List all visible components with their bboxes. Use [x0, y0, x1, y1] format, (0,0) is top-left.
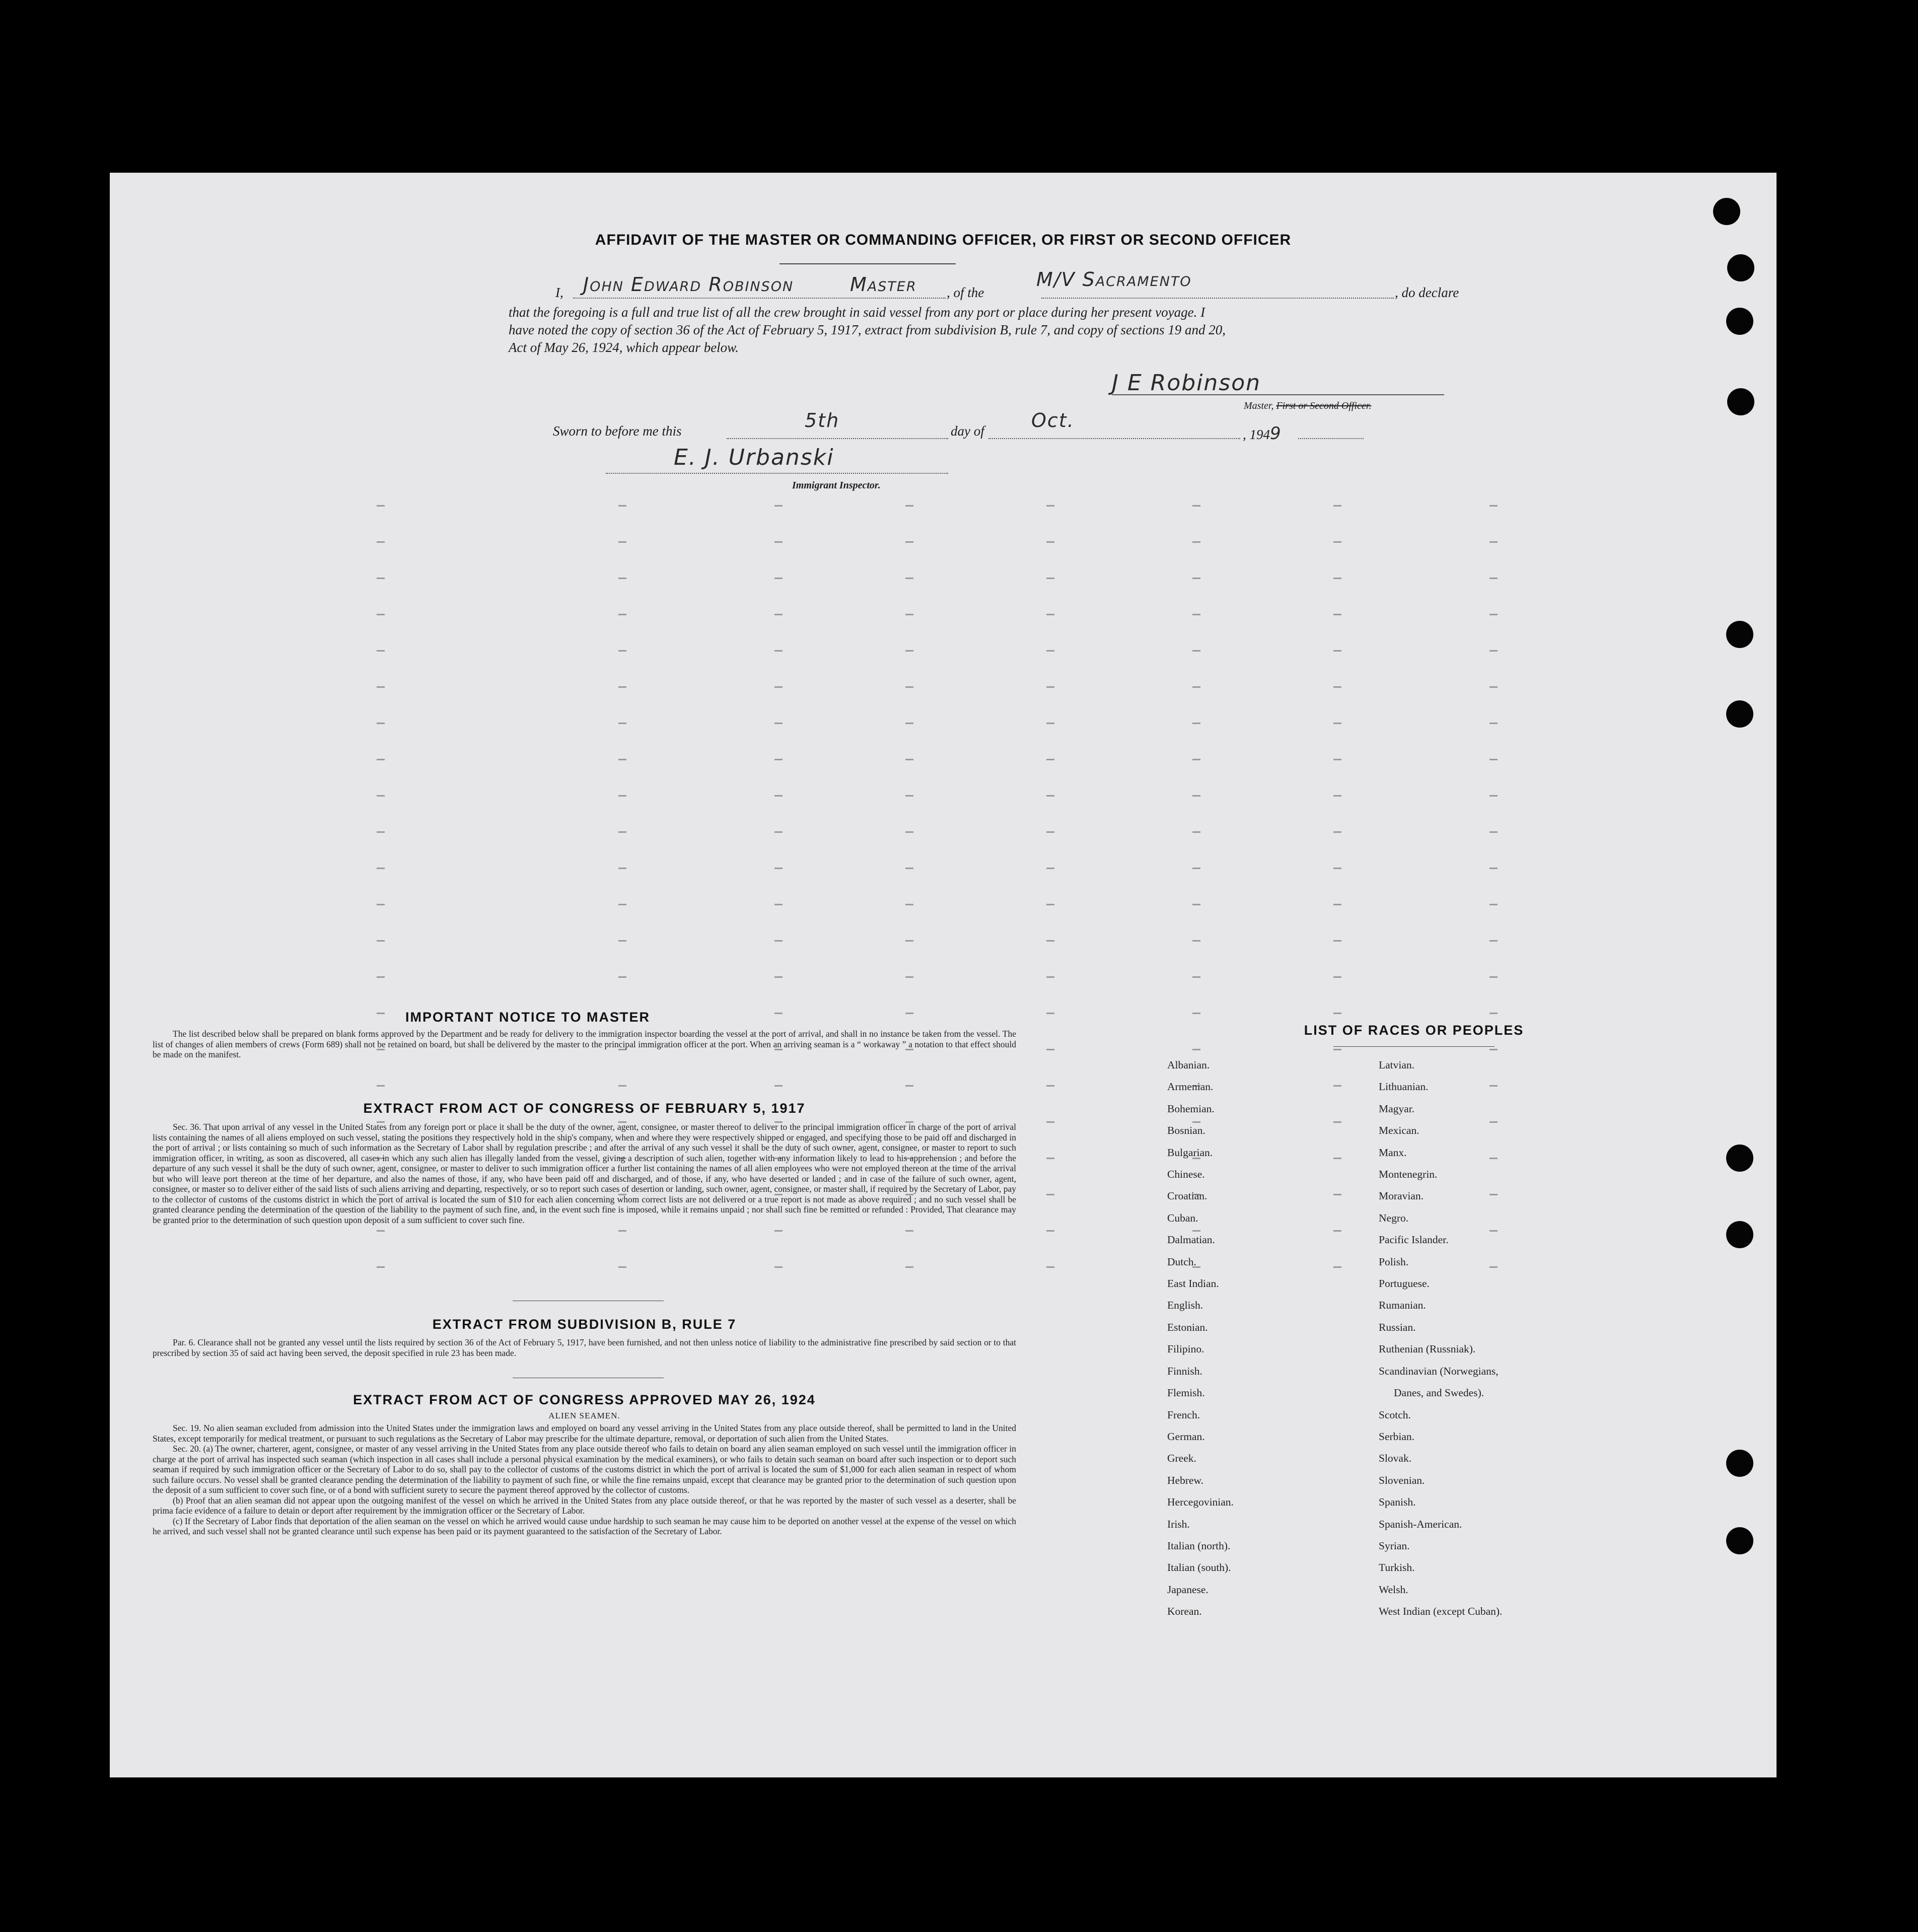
dash-mark [1489, 1049, 1498, 1050]
dash-mark [618, 795, 626, 797]
statement-line-2: have noted the copy of section 36 of the Act of February 5, 1917, extract from subdivision B, rule 7, and copy of sections 19 and 20, [509, 322, 1226, 337]
sworn-year [1243, 423, 1282, 444]
dash-mark [1192, 578, 1200, 579]
dash-mark [774, 650, 783, 652]
dash-mark [774, 686, 783, 688]
dash-mark [1192, 759, 1200, 760]
dash-mark [1192, 723, 1200, 724]
race-item: Flemish. [1167, 1387, 1205, 1399]
dash-mark [618, 578, 626, 579]
race-item: Mexican. [1379, 1124, 1419, 1137]
dash-mark [1046, 1013, 1054, 1014]
dash-mark [1046, 868, 1054, 869]
race-item: Albanian. [1167, 1059, 1210, 1071]
extract-1924-sec20b: (b) Proof that an alien seaman did not appear upon the outgoing manifest of the vessel on which he arrived in the United States from any place outside thereof, or that he was reported by the master of such vessel as a deserter, shall be prima facie evidence of a failure to detain or deport after requirement by the immigration officer or the Secretary of Labor. [153, 1495, 1016, 1516]
race-item: Syrian. [1379, 1539, 1410, 1552]
dash-mark [774, 759, 783, 760]
dash-mark [1489, 614, 1498, 615]
dash-mark [905, 976, 913, 978]
dash-mark [1489, 650, 1498, 652]
race-item: Magyar. [1379, 1102, 1415, 1115]
race-item: Japanese. [1167, 1583, 1209, 1596]
declarant-prefix: I, [555, 285, 563, 300]
dash-mark [377, 759, 385, 760]
dash-mark [1046, 505, 1054, 507]
race-item: Danes, and Swedes). [1394, 1387, 1484, 1399]
dash-mark [905, 831, 913, 833]
race-item: Irish. [1167, 1518, 1190, 1530]
extract-1924-subheading: ALIEN SEAMEN. [548, 1411, 620, 1420]
punch-hole [1726, 1144, 1753, 1172]
dash-mark [1046, 1049, 1054, 1050]
extract-rule7-paragraph: Par. 6. Clearance shall not be granted any vessel until the lists required by section 36 of the Act of February 5, 1917, have been furnished, and not then unless notice of liability to the administrative fine prescribed by said section or to that prescribed by section 35 of said act having been served, the deposit specified in rule 23 has been made. [153, 1337, 1016, 1358]
dash-mark [618, 904, 626, 905]
race-item: Chinese. [1167, 1168, 1205, 1181]
dash-mark [1046, 904, 1054, 905]
dash-mark [377, 1085, 385, 1087]
dash-mark [1333, 1158, 1341, 1159]
dash-mark [377, 795, 385, 797]
vessel-line [1041, 298, 1394, 299]
dash-mark [905, 1013, 913, 1014]
dash-mark [774, 541, 783, 543]
dash-mark [377, 1266, 385, 1268]
dash-mark [1333, 940, 1341, 942]
race-item: Scotch. [1379, 1408, 1411, 1421]
name-line [573, 298, 946, 299]
dash-mark [1046, 1266, 1054, 1268]
signature-caption-struck: First or Second Officer. [1276, 400, 1372, 411]
sworn-day-line [727, 438, 948, 439]
dash-mark [774, 1266, 783, 1268]
race-item: Montenegrin. [1379, 1168, 1438, 1181]
race-item: Finnish. [1167, 1365, 1202, 1377]
dash-mark [618, 1230, 626, 1232]
extract-rule7-heading: EXTRACT FROM SUBDIVISION B, RULE 7 [432, 1317, 737, 1332]
dash-mark [1489, 1013, 1498, 1014]
signature-caption-master: Master, [1244, 400, 1274, 411]
affidavit-title: AFFIDAVIT OF THE MASTER OR COMMANDING OFFICER, OR FIRST OR SECOND OFFICER [595, 232, 1292, 248]
race-item: East Indian. [1167, 1277, 1219, 1290]
signature-caption [1244, 400, 1371, 412]
race-item: Serbian. [1379, 1430, 1415, 1443]
dash-mark [774, 614, 783, 615]
dash-mark [1333, 541, 1341, 543]
dash-mark [377, 505, 385, 507]
dash-mark [618, 976, 626, 978]
dash-mark [377, 940, 385, 942]
signature-line [1112, 394, 1444, 395]
extract-1924-sec19: Sec. 19. No alien seaman excluded from admission into the United States under the immigration laws and employed on board any vessel arriving in the United States from any place outside thereof, shall be permitted to land in the United States, except temporarily for medical treatment, or pursuant to such regulations as the Secretary of Labor may prescribe for the ultimate departure, removal, or deportation of such alien from the United States. [153, 1423, 1016, 1444]
dash-mark [1333, 1121, 1341, 1123]
dash-mark [1192, 795, 1200, 797]
dash-mark [774, 868, 783, 869]
races-left-column [1167, 1054, 1234, 1623]
race-item: Ruthenian (Russniak). [1379, 1343, 1476, 1355]
master-rank: Master [850, 273, 917, 296]
dash-mark [1192, 904, 1200, 905]
dash-mark [905, 1230, 913, 1232]
dash-mark [905, 759, 913, 760]
dash-mark [1333, 614, 1341, 615]
dash-mark [905, 541, 913, 543]
dash-mark [618, 541, 626, 543]
dash-mark [1489, 904, 1498, 905]
dash-mark [618, 505, 626, 507]
title-rule [779, 263, 956, 264]
punch-hole [1726, 1221, 1753, 1248]
dash-mark [377, 578, 385, 579]
race-item: Rumanian. [1379, 1299, 1426, 1312]
dash-mark [774, 795, 783, 797]
statement-line-1: that the foregoing is a full and true list of all the crew brought in said vessel from any port or place during her present voyage. I [509, 305, 1205, 320]
inspector-signature: E. J. Urbanski [674, 445, 834, 470]
inspector-line [606, 473, 948, 474]
race-item: Slovak. [1379, 1452, 1412, 1465]
dash-mark [1333, 723, 1341, 724]
dash-mark [618, 759, 626, 760]
dash-mark [1333, 1085, 1341, 1087]
race-item: Portuguese. [1379, 1277, 1430, 1290]
master-name: John Edward Robinson [583, 273, 794, 296]
sworn-month-line [988, 438, 1240, 439]
dash-mark [1192, 505, 1200, 507]
dash-mark [1046, 759, 1054, 760]
dash-mark [377, 976, 385, 978]
dash-mark [1046, 1121, 1054, 1123]
race-item: Hebrew. [1167, 1474, 1204, 1486]
punch-hole [1726, 1450, 1753, 1477]
race-item: Bosnian. [1167, 1124, 1205, 1137]
dash-mark [1333, 759, 1341, 760]
race-item: Manx. [1379, 1146, 1407, 1159]
sworn-year-digit: 9 [1270, 423, 1282, 444]
dash-mark [1046, 614, 1054, 615]
race-item: Spanish-American. [1379, 1518, 1462, 1530]
race-item: Greek. [1167, 1452, 1196, 1465]
dash-mark [618, 723, 626, 724]
dash-mark [774, 578, 783, 579]
dash-mark [1192, 976, 1200, 978]
dash-mark [905, 505, 913, 507]
vessel-name: M/V Sacramento [1036, 268, 1192, 291]
punch-hole [1726, 621, 1753, 648]
dash-mark [1046, 1230, 1054, 1232]
extract-1924-sec20a: Sec. 20. (a) The owner, charterer, agent, consignee, or master of any vessel arriving in the United States from any place outside thereof who fails to detain on board any alien seaman employed on such vessel until the immigration officer in charge at the port of arrival has inspected such seaman (which inspection in all cases shall include a personal physical examination by the medical examiners), or who fails to detain such seaman on board after such inspection or to deport such seaman if required by such immigration officer or the Secretary of Labor to do so, shall pay to the collector of customs of the customs district in which the port of arrival is located the sum of $1,000 for each alien seaman in respect of whom such failure occurs. No vessel shall be granted clearance pending the determination of the liability to payment of such fine, or while the fine remains unpaid, except that clearance may be granted prior to the determination of such question upon the deposit of a sum sufficient to cover such fine, or of a bond with sufficient surety to secure the payment thereof approved by the collector of customs. [153, 1444, 1016, 1495]
dash-mark [774, 831, 783, 833]
do-declare-label: , do declare [1395, 285, 1459, 300]
dash-mark [1192, 868, 1200, 869]
dash-mark [1489, 686, 1498, 688]
race-item: Dutch. [1167, 1255, 1196, 1268]
dash-mark [1192, 650, 1200, 652]
dash-mark [1333, 1049, 1341, 1050]
dash-mark [377, 831, 385, 833]
extract-1924-sec20c: (c) If the Secretary of Labor finds that deportation of the alien seaman on the vessel on which he arrived would cause undue hardship to such seaman he may cause him to be deported on another vessel at the expense of the vessel on which he arrived, and such vessel shall not be granted clearance until such expense has been paid or its payment guaranteed to the satisfaction of the Secretary of Labor. [153, 1516, 1016, 1536]
race-item: Filipino. [1167, 1343, 1204, 1355]
notice-paragraph: The list described below shall be prepared on blank forms approved by the Department and be ready for delivery to the immigration inspector boarding the vessel at the port of arrival, and shall in no instance be taken from the vessel. The list of changes of alien members of crews (Form 689) shall not be retained on board, but shall be delivered by the master to the principal immigration officer at the port. When an arriving seaman is a “ workaway ” a notation to that effect should be made on the manifest. [153, 1029, 1016, 1059]
dash-mark [905, 1085, 913, 1087]
dash-mark [1489, 578, 1498, 579]
dash-mark [905, 686, 913, 688]
dash-mark [905, 904, 913, 905]
races-heading: LIST OF RACES OR PEOPLES [1304, 1023, 1524, 1038]
race-item: Negro. [1379, 1211, 1409, 1224]
race-item: Cuban. [1167, 1211, 1198, 1224]
dash-mark [1333, 868, 1341, 869]
races-rule [1333, 1046, 1495, 1047]
dash-mark [377, 650, 385, 652]
dash-mark [377, 868, 385, 869]
dash-mark [1192, 1049, 1200, 1050]
extract-1924-heading: EXTRACT FROM ACT OF CONGRESS APPROVED MAY 26, 1924 [353, 1392, 816, 1407]
extract-1917-text [153, 1122, 1016, 1225]
master-signature: J E Robinson [1112, 370, 1261, 396]
dash-mark [1046, 940, 1054, 942]
dash-mark [618, 868, 626, 869]
dash-mark [1489, 795, 1498, 797]
sworn-year-line [1298, 438, 1364, 439]
race-item: Italian (north). [1167, 1539, 1231, 1552]
dash-mark [1489, 831, 1498, 833]
dash-mark [1192, 1013, 1200, 1014]
dash-mark [618, 686, 626, 688]
race-item: West Indian (except Cuban). [1379, 1605, 1503, 1618]
dash-mark [774, 904, 783, 905]
dash-mark [618, 1085, 626, 1087]
punch-hole [1726, 1527, 1753, 1554]
day-of-label: day of [951, 423, 984, 439]
dash-mark [618, 1266, 626, 1268]
race-item: Spanish. [1379, 1496, 1416, 1509]
dash-mark [1046, 650, 1054, 652]
punch-hole [1727, 254, 1754, 281]
dash-mark [1046, 541, 1054, 543]
inspector-caption: Immigrant Inspector. [792, 480, 881, 491]
dash-mark [1333, 904, 1341, 905]
race-item: Italian (south). [1167, 1561, 1231, 1574]
dash-mark [905, 614, 913, 615]
race-item: English. [1167, 1299, 1203, 1312]
dash-mark [1046, 976, 1054, 978]
dash-mark [1192, 940, 1200, 942]
dash-mark [377, 686, 385, 688]
dash-mark [905, 650, 913, 652]
dash-mark [1489, 940, 1498, 942]
dash-mark [1333, 1230, 1341, 1232]
race-item: Scandinavian (Norwegians, [1379, 1365, 1499, 1377]
dash-mark [905, 578, 913, 579]
punch-hole [1713, 198, 1740, 225]
dash-mark [1489, 505, 1498, 507]
dash-mark [377, 614, 385, 615]
dash-mark [1333, 505, 1341, 507]
race-item: Slovenian. [1379, 1474, 1425, 1486]
dash-mark [1046, 578, 1054, 579]
race-item: Bulgarian. [1167, 1146, 1213, 1159]
document-page [110, 173, 1777, 1777]
punch-hole [1726, 308, 1753, 335]
dash-mark [377, 1230, 385, 1232]
extract-rule7-text [153, 1337, 1016, 1358]
dash-mark [1192, 686, 1200, 688]
dash-mark [905, 795, 913, 797]
race-item: Bohemian. [1167, 1102, 1215, 1115]
race-item: Lithuanian. [1379, 1081, 1429, 1093]
dash-mark [618, 831, 626, 833]
dash-mark [1489, 759, 1498, 760]
dash-mark [905, 1266, 913, 1268]
race-item: Turkish. [1379, 1561, 1415, 1574]
dash-mark [1046, 1194, 1054, 1195]
race-item: Estonian. [1167, 1321, 1208, 1333]
race-item: Armenian. [1167, 1081, 1214, 1093]
dash-mark [1192, 541, 1200, 543]
dash-mark [1046, 686, 1054, 688]
dash-mark [1333, 1194, 1341, 1195]
race-item: German. [1167, 1430, 1205, 1443]
dash-mark [1046, 1158, 1054, 1159]
dash-mark [774, 723, 783, 724]
sworn-label: Sworn to before me this [553, 423, 682, 439]
race-item: Pacific Islander. [1379, 1234, 1449, 1246]
extract-1924-text [153, 1423, 1016, 1537]
dash-mark [1333, 976, 1341, 978]
dash-mark [1489, 723, 1498, 724]
dash-mark [1333, 1266, 1341, 1268]
dash-mark [905, 868, 913, 869]
race-item: Polish. [1379, 1255, 1409, 1268]
dash-mark [1046, 795, 1054, 797]
dash-mark [1333, 578, 1341, 579]
dash-mark [1333, 650, 1341, 652]
dash-mark [905, 723, 913, 724]
dash-mark [774, 1230, 783, 1232]
dash-mark [1046, 1085, 1054, 1087]
dash-mark [1489, 976, 1498, 978]
extract-1917-paragraph: Sec. 36. That upon arrival of any vessel in the United States from any foreign port or place it shall be the duty of the owner, agent, consignee, or master thereof to deliver to the principal immigration officer in charge of the port of arrival lists containing the names of all aliens employed on such vessel, stating the positions they respectively hold in the ship's company, when and where they were respectively shipped or engaged, and specifying those to be paid off and discharged in the port of arrival ; or lists containing so much of such information as the Secretary of Labor shall by regulation prescribe ; and after the arrival of any such vessel it shall be the duty of such owner, agent, consignee, or master to report to such immigration officer, in writing, as soon as discovered, all cases in which any such alien has illegally landed from the vessel, giving a description of such alien, together with any information likely to lead to his apprehension ; and before the departure of any such vessel it shall be the duty of such owner, agent, consignee, or master to deliver to such immigration officer a further list containing the names of all alien employees who were not employed thereon at the time of the arrival but who will leave port thereon at the time of her departure, and also the names of those, if any, who have been paid off and discharged, and of those, if any, who have deserted or landed ; and in case of the failure of such owner, agent, consignee, or master so to deliver either of the said lists of such aliens arriving and departing, respectively, or so to report such cases of desertion or landing, such owner, agent, consignee, or master shall, if required by the Secretary of Labor, pay to the collector of customs of the customs district in which the port of arrival is located the sum of $10 for each alien concerning whom correct lists are not delivered or a true report is not made as above required ; and no such vessel shall be granted clearance pending the determination of the question of the liability to the payment of such fine, and, in the event such fine is imposed, while it remains unpaid ; nor shall such fine be remitted or refunded : Provided, That clearance may be granted prior to the determination of such question upon deposit of a sum sufficient to cover such fine. [153, 1122, 1016, 1225]
race-item: French. [1167, 1408, 1200, 1421]
race-item: Moravian. [1379, 1190, 1424, 1202]
punch-hole [1727, 388, 1754, 415]
dash-mark [1333, 686, 1341, 688]
race-item: Welsh. [1379, 1583, 1408, 1596]
dash-mark [377, 723, 385, 724]
dash-mark [1489, 541, 1498, 543]
race-item: Russian. [1379, 1321, 1416, 1333]
sworn-day: 5th [805, 409, 840, 432]
dash-mark [377, 904, 385, 905]
sworn-year-prefix: , 194 [1243, 427, 1270, 442]
dash-mark [774, 505, 783, 507]
race-item: Dalmatian. [1167, 1234, 1215, 1246]
dash-mark [377, 541, 385, 543]
dash-mark [1333, 1013, 1341, 1014]
dash-mark [905, 940, 913, 942]
dash-mark [1192, 831, 1200, 833]
dash-mark [1046, 831, 1054, 833]
dash-mark [1333, 831, 1341, 833]
dash-mark [618, 940, 626, 942]
dash-mark [774, 940, 783, 942]
notice-text [153, 1029, 1016, 1060]
statement-line-3: Act of May 26, 1924, which appear below. [509, 340, 739, 355]
race-item: Latvian. [1379, 1059, 1415, 1071]
of-the-label: , of the [947, 285, 984, 300]
races-right-column [1379, 1054, 1502, 1623]
race-item: Korean. [1167, 1605, 1202, 1618]
dash-mark [774, 1085, 783, 1087]
dash-mark [774, 976, 783, 978]
dash-mark [618, 614, 626, 615]
punch-hole [1726, 700, 1753, 728]
race-item: Hercegovinian. [1167, 1496, 1234, 1509]
dash-mark [1333, 795, 1341, 797]
sworn-month: Oct. [1031, 409, 1075, 432]
dash-mark [1046, 723, 1054, 724]
dash-mark [1192, 614, 1200, 615]
dash-mark [1489, 868, 1498, 869]
notice-heading: IMPORTANT NOTICE TO MASTER [405, 1010, 650, 1025]
dash-mark [618, 650, 626, 652]
race-item: Croatian. [1167, 1190, 1207, 1202]
extract-1917-heading: EXTRACT FROM ACT OF CONGRESS OF FEBRUARY 5, 1917 [363, 1101, 806, 1116]
